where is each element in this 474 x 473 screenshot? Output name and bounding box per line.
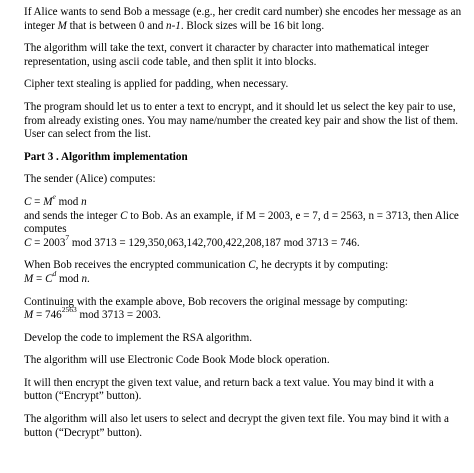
example-formula-exp: 7 [65, 233, 70, 243]
decrypt-formula-eq: = [33, 272, 46, 285]
intro-text: If Alice wants to send Bob a message (e.g., her credit card number) she encodes her message as an integer [24, 6, 462, 32]
recover-formula-rest: mod 3713 = 2003. [76, 309, 161, 322]
section-heading: Part 3 . Algorithm implementation [24, 150, 188, 163]
formula-n: n [81, 195, 87, 208]
decrypt-formula-n: n [81, 272, 88, 285]
intro-paragraph [24, 6, 462, 33]
formula-exp: e [52, 192, 56, 202]
decrypt-formula-exp: d [52, 269, 57, 279]
example-formula-eq: = 2003 [31, 236, 66, 249]
receive-paragraph [24, 259, 462, 286]
decrypt-formula-end: . [87, 272, 90, 285]
example-formula-rest: mod 3713 = 129,350,063,142,700,422,208,187 mod 3713 = 746. [69, 236, 360, 249]
recover-formula-exp: 2563 [61, 305, 77, 315]
var-c: C [248, 259, 256, 272]
formula-eq: = [31, 195, 44, 208]
program-paragraph: The program should let us to enter a text to encrypt, and it should let us select the key pair to use, from already existing ones. You may name/number the created key pair and show the list of them. User can select from the list. [24, 100, 459, 141]
continuing-text: Continuing with the example above, Bob recovers the original message by computing: [24, 295, 408, 308]
recover-formula-eq: = 746 [33, 309, 62, 322]
recover-formula-lhs: M [24, 309, 34, 322]
intro-text: . Block sizes will be 16 bit long. [180, 19, 325, 32]
example-text: to Bob. As an example, if M = 2003, e = 7, d = 2563, n = 3713, then Alice computes [24, 209, 459, 236]
algorithm-paragraph: The algorithm will take the text, convert it character by character into mathematical integer representation, using ascii code table, and then split it into blocks. [24, 42, 429, 68]
develop-paragraph: Develop the code to implement the RSA algorithm. [24, 331, 252, 344]
formula-base: M [43, 195, 53, 208]
example-text: and sends the integer [24, 209, 121, 222]
decrypt-formula-mod: mod [56, 272, 82, 285]
intro-text: that is between 0 and [66, 19, 167, 32]
encrypt-formula [24, 192, 462, 210]
formula-mod: mod [55, 195, 82, 208]
receive-text: When Bob receives the encrypted communication [24, 259, 249, 272]
var-m: M [57, 19, 67, 32]
receive-text: , he decrypts it by computing: [255, 259, 389, 272]
decrypt-formula-lhs: M [24, 272, 34, 285]
formula-lhs: C [24, 195, 32, 208]
var-c: C [120, 209, 128, 222]
decrypt-paragraph: The algorithm will also let users to select and decrypt the given text file. You may bind it with a button (“Decrypt” button). [24, 413, 449, 439]
decrypt-formula-base: C [45, 272, 53, 285]
ecb-paragraph: The algorithm will use Electronic Code Book Mode block operation. [24, 354, 330, 367]
example-formula-lhs: C [24, 236, 32, 249]
var-n-minus-1: n-1 [166, 19, 181, 32]
sender-paragraph: The sender (Alice) computes: [24, 173, 156, 186]
encrypt-paragraph: It will then encrypt the given text value, and return back a text value. You may bind it with a button (“Encrypt” button). [24, 376, 434, 403]
example-paragraph [24, 210, 462, 251]
cipher-paragraph: Cipher text stealing is applied for padding, when necessary. [24, 78, 289, 91]
continuing-paragraph [24, 296, 462, 323]
